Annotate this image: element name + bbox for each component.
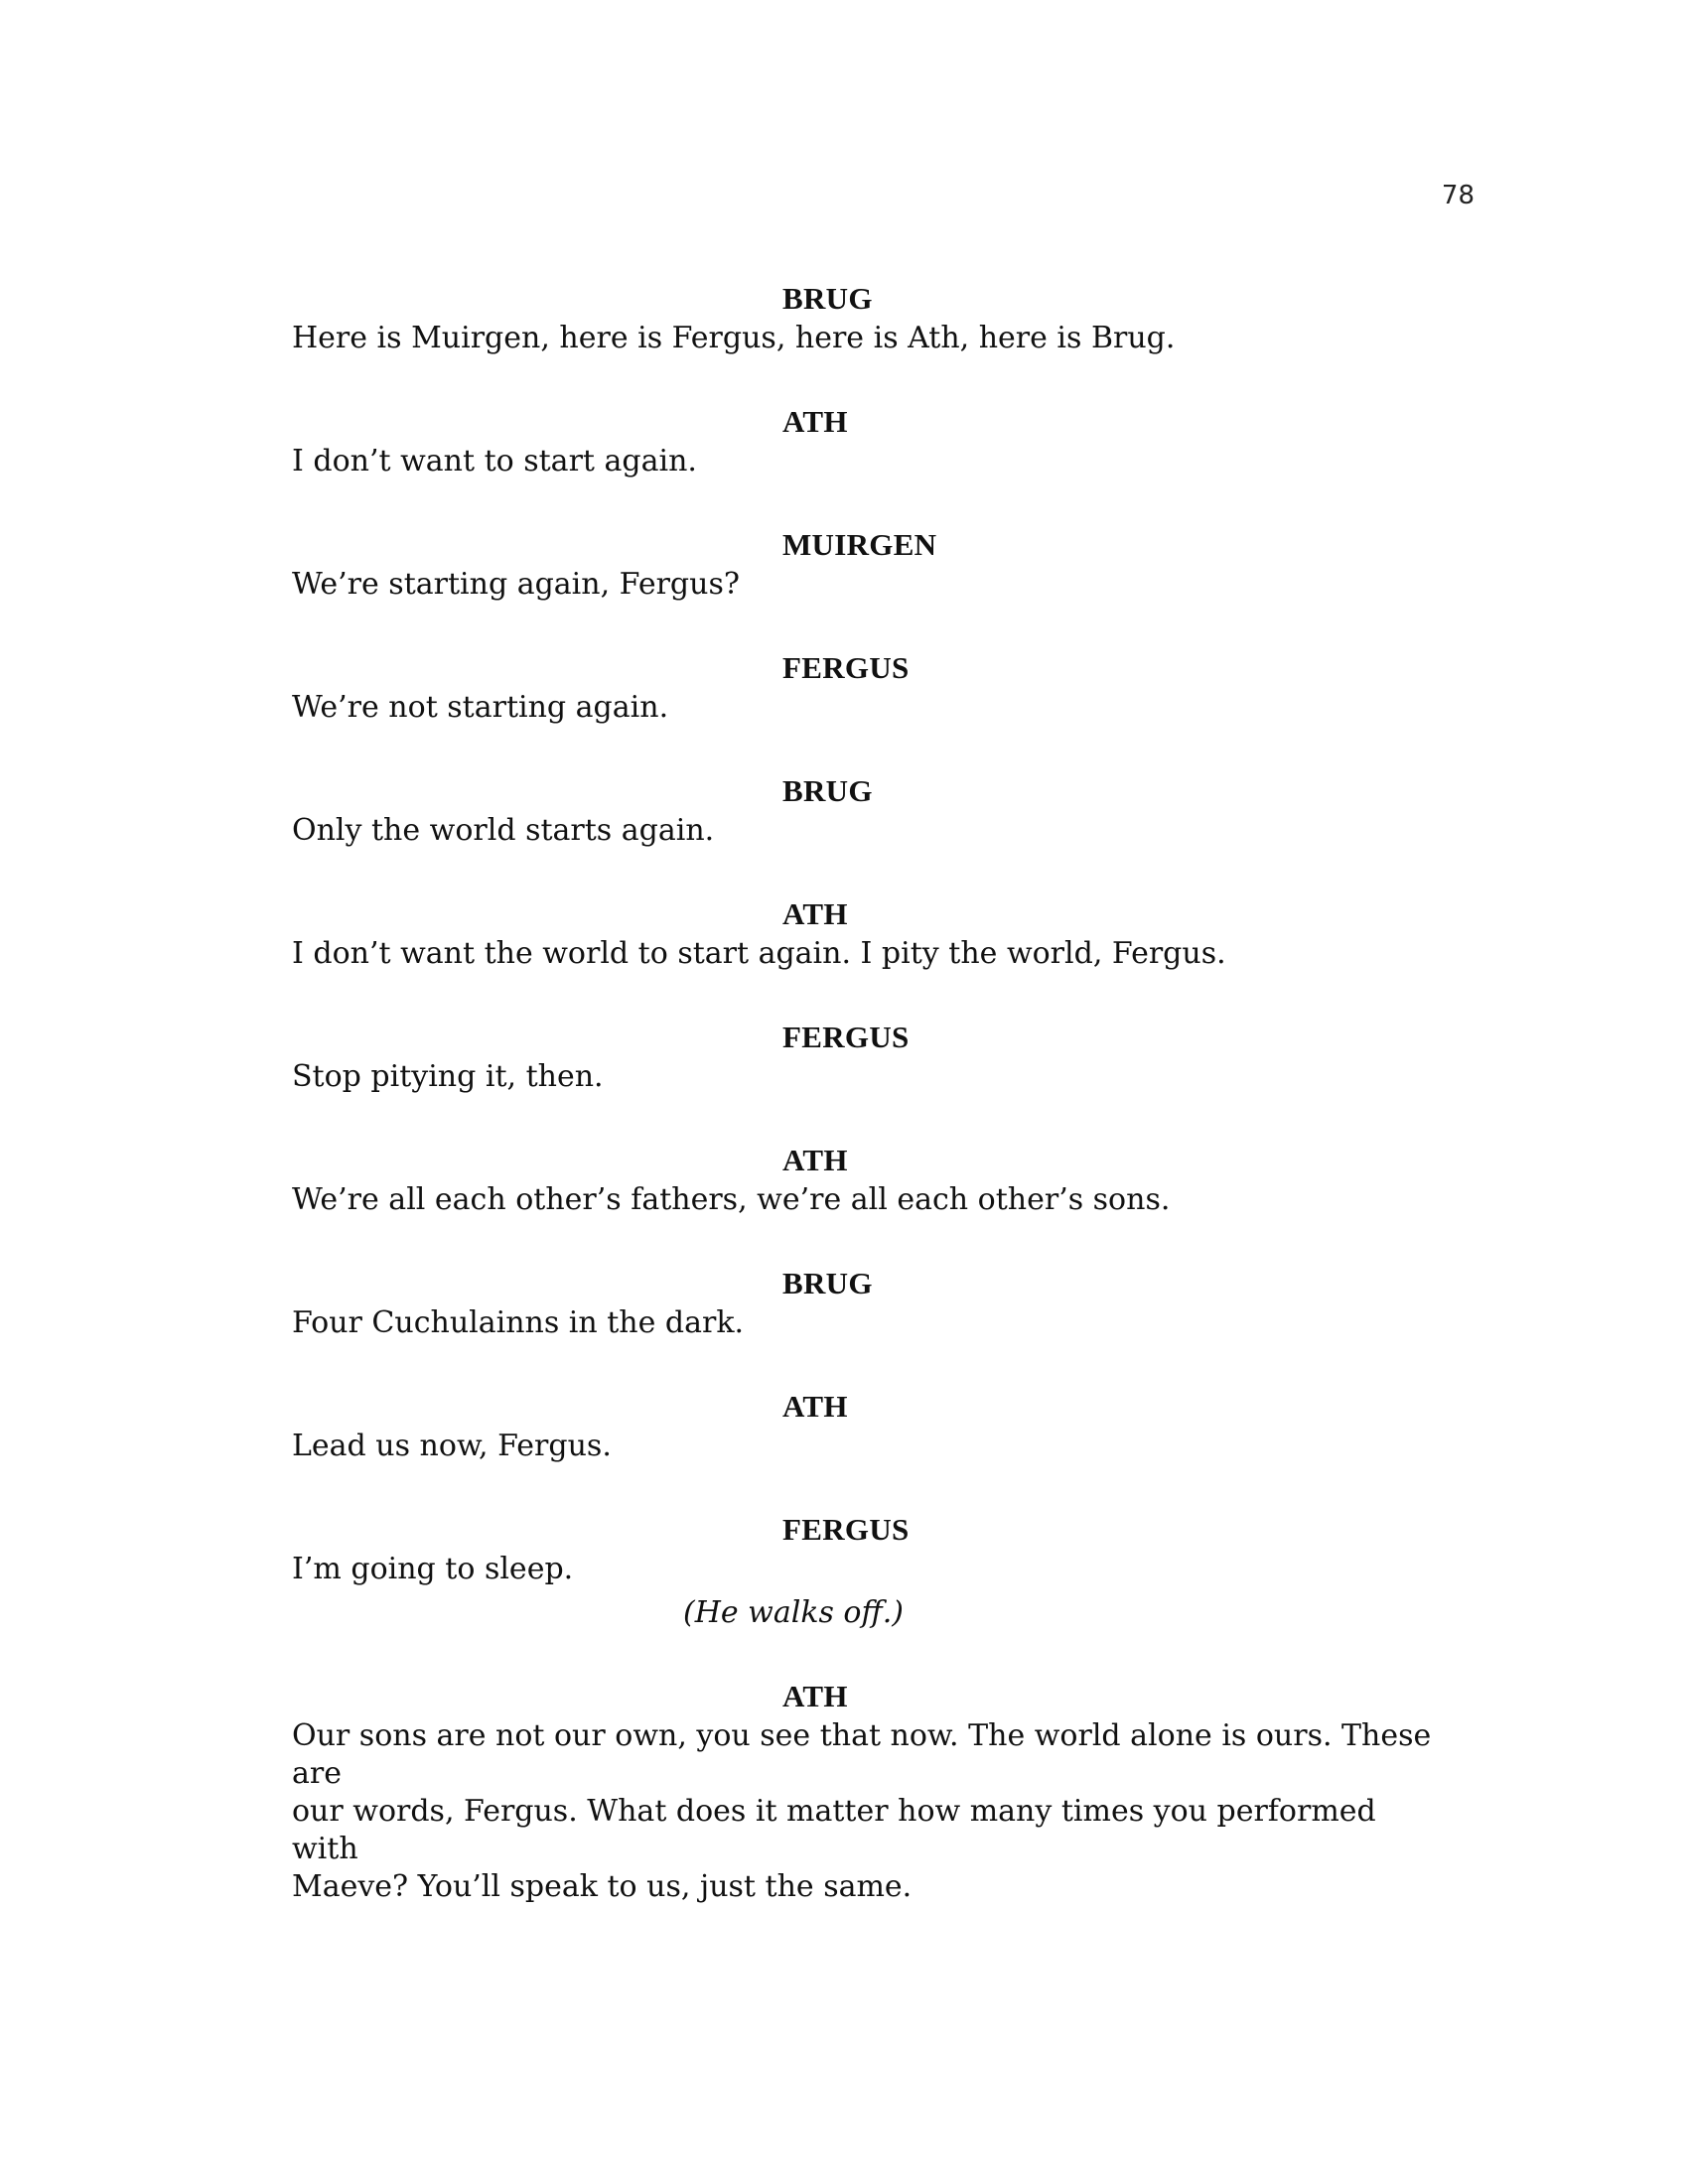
dialogue-line: I’m going to sleep. [292, 1552, 574, 1586]
dialogue-block [292, 280, 1434, 357]
page-number: 78 [1441, 181, 1475, 210]
speaker-name: BRUG [782, 773, 873, 808]
dialogue-line: Lead us now, Fergus. [292, 1429, 612, 1463]
dialogue-block [292, 403, 1434, 480]
stage-direction: (He walks off.) [683, 1595, 904, 1630]
speaker-name: ATH [782, 1389, 848, 1424]
speaker-name: MUIRGEN [782, 527, 937, 562]
dialogue-line: Four Cuchulainns in the dark. [292, 1305, 745, 1340]
dialogue-block [292, 1388, 1434, 1465]
script-body [292, 280, 1434, 1952]
speaker-name: BRUG [782, 281, 873, 316]
dialogue-line: Only the world starts again. [292, 813, 715, 848]
dialogue-line: We’re all each other’s fathers, we’re all each other’s sons. [292, 1182, 1171, 1217]
speaker-name: ATH [782, 404, 848, 439]
dialogue-block [292, 1142, 1434, 1219]
dialogue-block [292, 772, 1434, 850]
speaker-name: ATH [782, 1143, 848, 1177]
speaker-name: FERGUS [782, 1512, 910, 1547]
dialogue-block [292, 526, 1434, 604]
speaker-name: ATH [782, 896, 848, 931]
speaker-name: FERGUS [782, 1020, 910, 1054]
dialogue-line: Stop pitying it, then. [292, 1059, 604, 1094]
dialogue-block [292, 895, 1434, 973]
dialogue-line: We’re starting again, Fergus? [292, 567, 740, 602]
dialogue-line: Here is Muirgen, here is Fergus, here is Ath, here is Brug. [292, 321, 1176, 355]
dialogue-block [292, 649, 1434, 727]
dialogue-line: We’re not starting again. [292, 690, 669, 725]
dialogue-block [292, 1511, 1434, 1632]
dialogue-line: I don’t want to start again. [292, 444, 697, 478]
dialogue-block [292, 1265, 1434, 1342]
speaker-name: FERGUS [782, 650, 910, 685]
speaker-name: BRUG [782, 1266, 873, 1300]
speaker-name: ATH [782, 1679, 848, 1713]
dialogue-line: I don’t want the world to start again. I pity the world, Fergus. [292, 936, 1226, 971]
dialogue-block [292, 1019, 1434, 1096]
dialogue-line: Our sons are not our own, you see that now. The world alone is ours. These are our words, Fergus. What does it matter how many times you performed with Maeve? You’ll speak to us, just the same. [292, 1718, 1432, 1904]
dialogue-block [292, 1678, 1434, 1906]
